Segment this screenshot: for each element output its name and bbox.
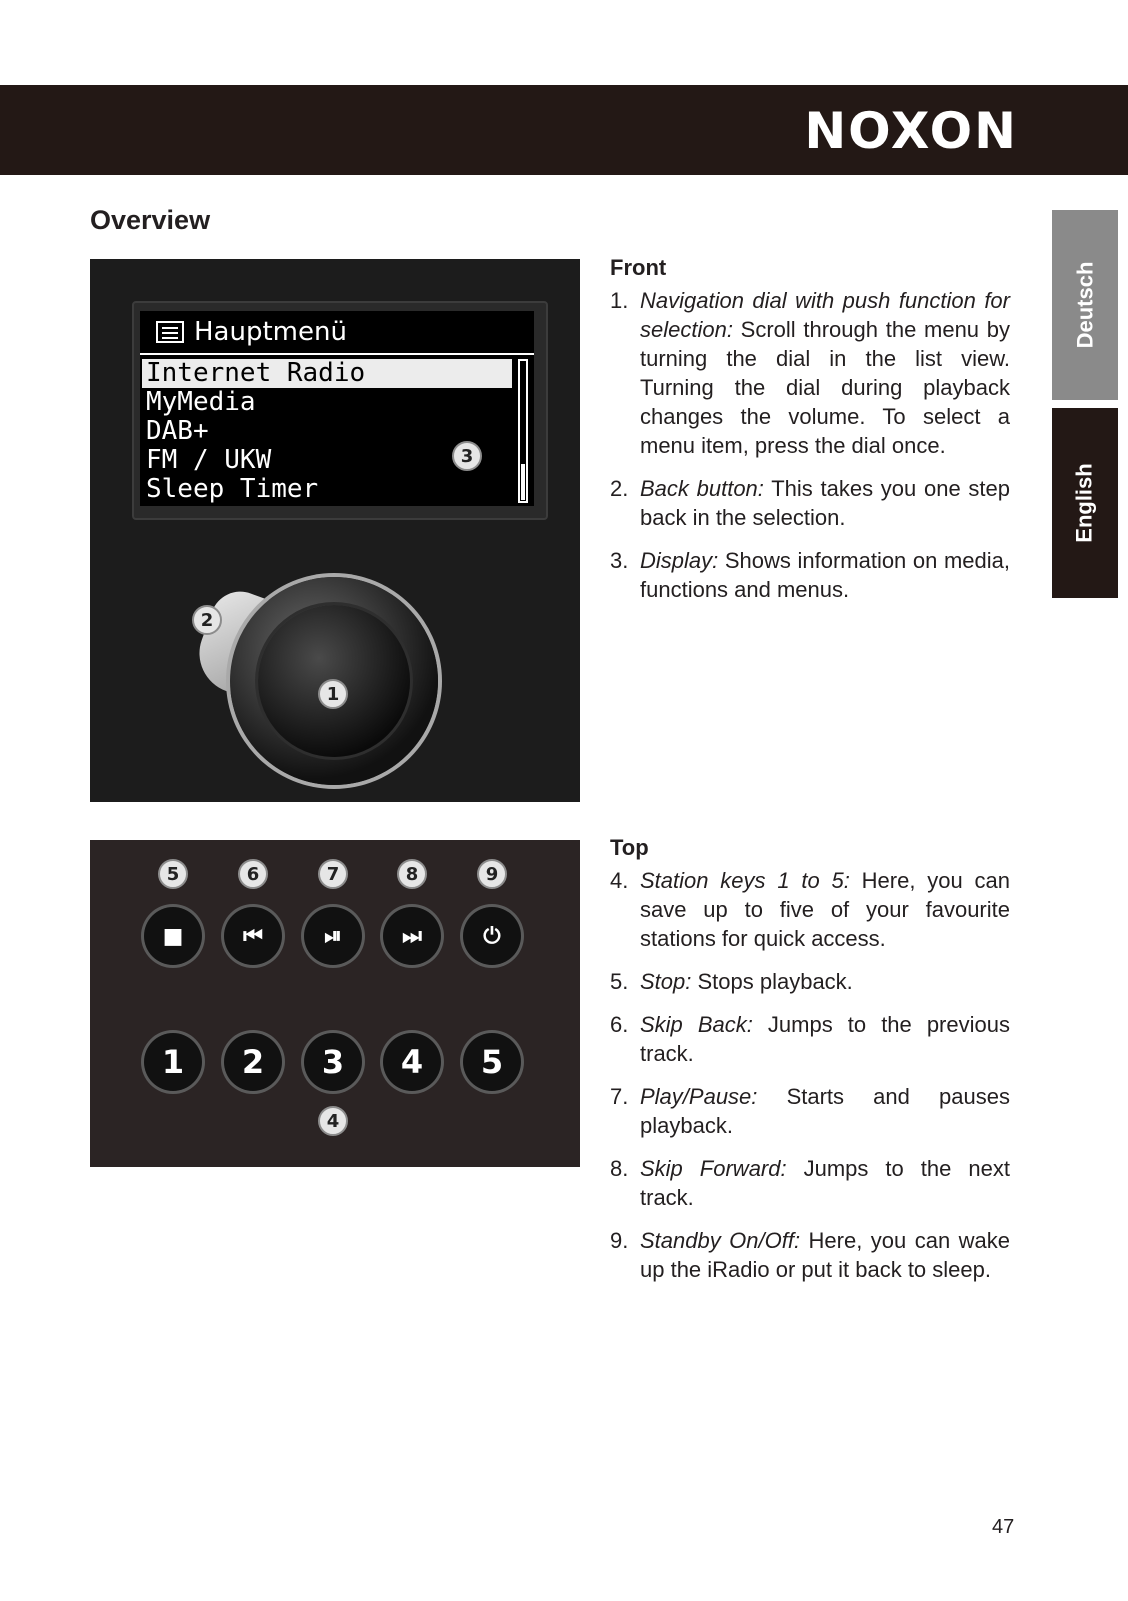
lcd-display	[140, 311, 534, 506]
top-photo	[90, 840, 580, 1167]
list-item: 4. Station keys 1 to 5: Here, you can save up to five of your favourite stations for quick access.	[610, 868, 1010, 951]
callout-skip-back: 6	[238, 859, 268, 889]
top-item-list	[600, 866, 1010, 1298]
lcd-menu-item: MyMedia	[146, 387, 256, 417]
play-pause-icon: ⏯	[304, 907, 362, 965]
list-item: 7. Play/Pause: Starts and pauses playback.	[610, 1084, 1010, 1138]
display-bezel	[132, 301, 548, 520]
callout-stop: 5	[158, 859, 188, 889]
header-bar	[0, 85, 1128, 175]
list-item: 3. Display: Shows information on media, functions and menus.	[610, 548, 1010, 602]
page-number: 47	[992, 1516, 1015, 1538]
lcd-menu-item: FM / UKW	[146, 445, 272, 475]
preset-key: 5	[463, 1033, 521, 1091]
power-icon: ⏻	[463, 907, 521, 965]
menu-list-icon	[156, 321, 184, 343]
list-item: 6. Skip Back: Jumps to the previous track.	[610, 1012, 1010, 1066]
list-item: 9. Standby On/Off: Here, you can wake up the iRadio or put it back to sleep.	[610, 1228, 1011, 1282]
skip-forward-icon: ⏭	[383, 907, 441, 965]
callout-dial: 1	[318, 679, 348, 709]
skip-back-icon: ⏮	[224, 907, 282, 965]
list-item: 1. Navigation dial with push function for selection: Scroll through the menu by turning the dial in the list view. Turning the dial during playback changes the volume. To select a menu item, press the dial once.	[610, 288, 1010, 458]
list-item: 5. Stop: Stops playback.	[610, 969, 853, 994]
callout-station-keys: 4	[318, 1106, 348, 1136]
callout-standby: 9	[477, 859, 507, 889]
section-title: Overview	[90, 205, 211, 235]
callout-skip-forward: 8	[397, 859, 427, 889]
preset-key: 2	[224, 1033, 282, 1091]
callout-display: 3	[452, 441, 482, 471]
preset-key: 4	[383, 1033, 441, 1091]
tab-deutsch[interactable]: Deutsch	[1052, 210, 1118, 400]
lcd-title: Hauptmenü	[156, 317, 347, 347]
callout-back: 2	[192, 605, 222, 635]
preset-key: 3	[304, 1033, 362, 1091]
lcd-scroll-thumb	[521, 464, 525, 500]
front-item-list	[600, 286, 1010, 618]
callout-play-pause: 7	[318, 859, 348, 889]
lcd-menu-list	[142, 359, 512, 504]
front-heading: Front	[610, 255, 667, 280]
preset-key: 1	[144, 1033, 202, 1091]
brand-logo: NOXON	[804, 102, 1018, 160]
lcd-scrollbar	[518, 359, 528, 503]
lcd-menu-item: DAB+	[146, 416, 209, 446]
list-item: 8. Skip Forward: Jumps to the next track.	[610, 1156, 1010, 1210]
top-heading: Top	[610, 835, 649, 860]
front-photo	[90, 259, 580, 802]
lcd-menu-item: Sleep Timer	[146, 474, 319, 504]
lcd-menu-item: Internet Radio	[142, 359, 512, 388]
tab-english[interactable]: English	[1052, 408, 1118, 598]
stop-icon: ■	[144, 907, 202, 965]
lcd-separator	[140, 353, 534, 355]
list-item: 2. Back button: This takes you one step back in the selection.	[610, 476, 1010, 530]
